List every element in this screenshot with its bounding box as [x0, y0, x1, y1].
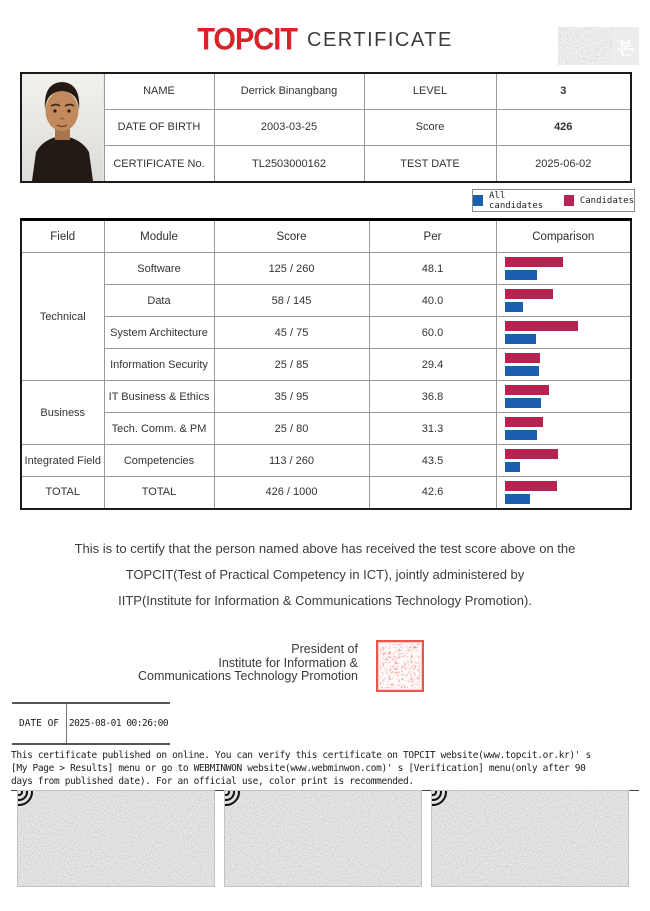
per-cell: 40.0 [369, 285, 496, 317]
candidate-bar [505, 321, 578, 331]
stamp-character: 본 [612, 27, 639, 65]
certify-line-3: IITP(Institute for Information & Communications Technology Promotion). [118, 593, 532, 608]
certify-line-1: This is to certify that the person named above has received the test score above on the [74, 541, 576, 556]
candidate-bar [505, 353, 541, 363]
candidate-info-table [20, 72, 632, 183]
official-seal [376, 640, 424, 692]
date-of-value: 2025-08-01 00:26:00 [68, 718, 169, 729]
footer-line-1: This certificate published on online. You can verify this certificate on TOPCIT website(www.topcit.or.kr)' s [11, 750, 591, 761]
footer-line-2: [My Page > Results] menu or go to WEBMINWON website(www.webminwon.com)' s [Verification] menu(only after 90 [11, 763, 586, 774]
all-candidates-bar [505, 398, 541, 408]
table-row [21, 445, 631, 477]
all-candidates-bar [505, 494, 530, 504]
all-candidates-swatch [473, 195, 483, 206]
col-score: Score [214, 220, 369, 253]
president-signature-block [0, 643, 358, 684]
president-line-3: Communications Technology Promotion [137, 669, 358, 683]
score-cell: 58 / 145 [214, 285, 369, 317]
module-cell: Competencies [104, 445, 214, 477]
per-cell: 31.3 [369, 413, 496, 445]
sound-wave-icon [225, 791, 245, 811]
chart-legend [472, 189, 635, 212]
info-value-score: 426 [496, 109, 631, 145]
candidates-label: Candidates [579, 195, 634, 206]
anti-copy-watermark-row [17, 790, 629, 887]
field-technical: Technical [21, 253, 104, 381]
score-cell: 25 / 80 [214, 413, 369, 445]
info-label-certno: CERTIFICATE No. [104, 146, 214, 182]
score-cell: 35 / 95 [214, 381, 369, 413]
module-cell: Data [104, 285, 214, 317]
footer-line-3: days from published date). For an official use, color print is recommended. [11, 776, 414, 787]
info-value-level: 3 [496, 73, 631, 109]
candidate-bar [505, 481, 557, 491]
score-cell: 45 / 75 [214, 317, 369, 349]
col-field: Field [21, 220, 104, 253]
candidate-photo [21, 73, 104, 182]
per-cell: 36.8 [369, 381, 496, 413]
table-row [21, 413, 631, 445]
watermark-noise-block [431, 790, 629, 887]
module-cell: Information Security [104, 349, 214, 381]
president-line-1: President of [291, 642, 358, 656]
info-value-certno: TL2503000162 [214, 146, 364, 182]
info-value-dob: 2003-03-25 [214, 109, 364, 145]
candidate-bar [505, 449, 558, 459]
results-table [20, 218, 632, 510]
certificate-title: CERTIFICATE [307, 29, 453, 51]
candidate-bar [505, 417, 543, 427]
date-of-issue-box [12, 702, 170, 745]
info-value-testdate: 2025-06-02 [496, 146, 631, 182]
per-cell: 60.0 [369, 317, 496, 349]
table-row [21, 349, 631, 381]
module-cell: System Architecture [104, 317, 214, 349]
all-candidates-bar [505, 430, 538, 440]
col-module: Module [104, 220, 214, 253]
module-cell: Tech. Comm. & PM [104, 413, 214, 445]
info-label-name: NAME [104, 73, 214, 109]
field-total: TOTAL [21, 477, 104, 509]
verification-notice [11, 749, 639, 791]
module-cell: IT Business & Ethics [104, 381, 214, 413]
watermark-noise-block [17, 790, 215, 887]
comparison-cell [496, 285, 631, 317]
table-row [21, 381, 631, 413]
results-header-row [21, 220, 631, 253]
table-row [21, 477, 631, 509]
per-cell: 29.4 [369, 349, 496, 381]
comparison-cell [496, 413, 631, 445]
table-row [21, 285, 631, 317]
sound-wave-icon [432, 791, 452, 811]
table-row [21, 317, 631, 349]
info-label-dob: DATE OF BIRTH [104, 109, 214, 145]
info-value-name: Derrick Binangbang [214, 73, 364, 109]
issuer-stamp [558, 27, 639, 65]
certification-statement [0, 536, 650, 614]
table-row [21, 253, 631, 285]
comparison-cell [496, 381, 631, 413]
watermark-noise-block [224, 790, 422, 887]
stamp-noise-texture [558, 27, 612, 65]
info-label-level: LEVEL [364, 73, 496, 109]
per-cell: 43.5 [369, 445, 496, 477]
info-label-score: Score [364, 109, 496, 145]
comparison-cell [496, 477, 631, 509]
score-cell: 25 / 85 [214, 349, 369, 381]
score-cell: 426 / 1000 [214, 477, 369, 509]
header [0, 24, 650, 57]
topcit-logo: TOPCIT [197, 22, 298, 58]
comparison-cell [496, 253, 631, 285]
per-cell: 48.1 [369, 253, 496, 285]
info-label-testdate: TEST DATE [364, 146, 496, 182]
field-integrated: Integrated Field [21, 445, 104, 477]
all-candidates-bar [505, 366, 540, 376]
all-candidates-bar [505, 462, 521, 472]
sound-wave-icon [18, 791, 38, 811]
comparison-cell [496, 349, 631, 381]
certify-line-2: TOPCIT(Test of Practical Competency in ICT), jointly administered by [125, 567, 525, 582]
all-candidates-label: All candidates [488, 190, 544, 211]
col-comparison: Comparison [496, 220, 631, 253]
score-cell: 125 / 260 [214, 253, 369, 285]
col-per: Per [369, 220, 496, 253]
all-candidates-bar [505, 302, 523, 312]
candidate-bar [505, 385, 550, 395]
all-candidates-bar [505, 270, 538, 280]
module-cell: TOTAL [104, 477, 214, 509]
date-of-label: DATE OF [12, 704, 67, 743]
comparison-cell [496, 317, 631, 349]
all-candidates-bar [505, 334, 536, 344]
field-business: Business [21, 381, 104, 445]
module-cell: Software [104, 253, 214, 285]
candidates-swatch [564, 195, 574, 206]
president-line-2: Institute for Information & [218, 655, 358, 670]
score-cell: 113 / 260 [214, 445, 369, 477]
per-cell: 42.6 [369, 477, 496, 509]
candidate-bar [505, 257, 564, 267]
candidate-bar [505, 289, 554, 299]
comparison-cell [496, 445, 631, 477]
